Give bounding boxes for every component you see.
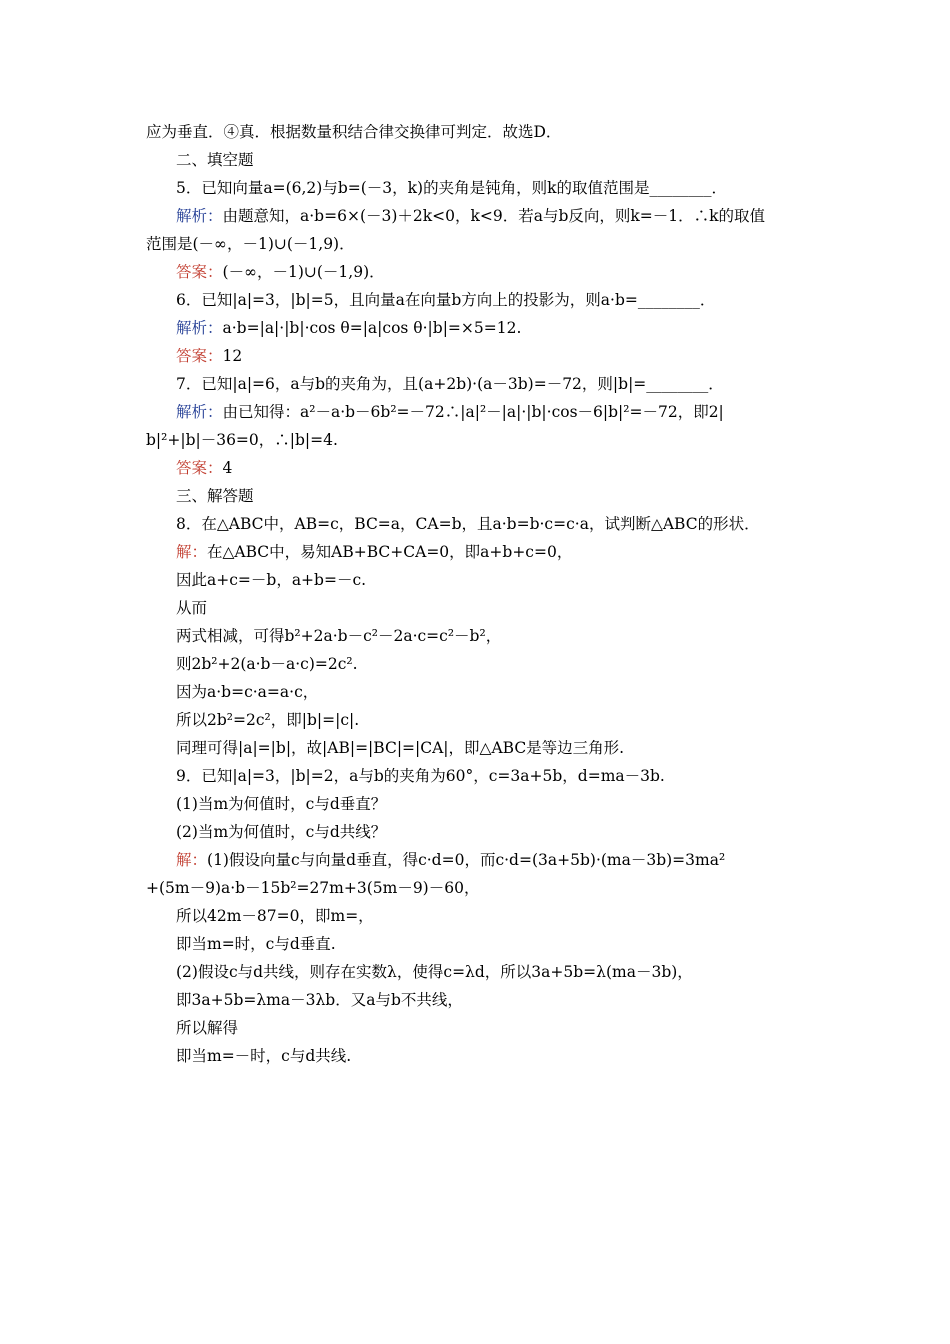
text-line: b|²+|b|－36=0，∴|b|=4. <box>146 431 338 449</box>
text-line: 范围是(－∞，－1)∪(－1,9)． <box>146 235 355 253</box>
section-heading: 二、填空题 <box>176 151 254 169</box>
text-line: 从而 <box>176 599 208 617</box>
answer-line: 答案：12 <box>176 347 243 365</box>
sub-question: (1)当m为何值时，c与d垂直？ <box>176 795 387 813</box>
text-line: 同理可得|a|=|b|，故|AB|=|BC|=|CA|，即△ABC是等边三角形. <box>176 739 625 757</box>
analysis-label: 解析： <box>176 207 223 225</box>
text-line: +(5m－9)a·b－15b²=27m+3(5m－9)－60， <box>146 879 480 897</box>
text-line: 两式相减，可得b²+2a·b－c²－2a·c=c²－b²， <box>176 627 502 645</box>
question-9: 9．已知|a|=3，|b|=2，a与b的夹角为60°，c=3a+5b，d=ma－3b. <box>176 767 665 785</box>
text-line: (2)假设c与d共线，则存在实数λ，使得c=λd，所以3a+5b=λ(ma－3b)， <box>176 963 693 981</box>
solution-line: 解：(1)假设向量c与向量d垂直，得c·d=0，而c·d=(3a+5b)·(ma－3b)=3ma² <box>176 851 726 869</box>
analysis-label: 解析： <box>176 403 223 421</box>
analysis-line: 解析：由已知得：a²－a·b－6b²=－72∴|a|²－|a|·|b|·cos－6|b|²=－72，即2| <box>176 403 724 421</box>
text-line: 因此a+c=－b，a+b=－c. <box>176 571 367 589</box>
section-heading: 三、解答题 <box>176 487 254 505</box>
analysis-label: 解析： <box>176 319 223 337</box>
solution-label: 解： <box>176 543 208 561</box>
question-6: 6．已知|a|=3，|b|=5，且向量a在向量b方向上的投影为，则a·b=________． <box>176 291 716 309</box>
analysis-line: 解析：由题意知，a·b=6×(－3)＋2k<0，k<9．若a与b反向，则k=－1．∴k的取值 <box>176 207 766 225</box>
solution-label: 解： <box>176 851 208 869</box>
text-line: 所以42m－87=0，即m=， <box>176 907 374 925</box>
question-8: 8．在△ABC中，AB=c，BC=a，CA=b，且a·b=b·c=c·a，试判断△ABC的形状． <box>176 515 760 533</box>
answer-label: 答案： <box>176 459 223 477</box>
analysis-line: 解析：a·b=|a|·|b|·cos θ=|a|cos θ·|b|=×5=12. <box>176 319 522 337</box>
answer-line: 答案：4 <box>176 459 233 477</box>
answer-line: 答案：(－∞，－1)∪(－1,9)． <box>176 263 385 281</box>
text-line: 即当m=－时，c与d共线. <box>176 1047 352 1065</box>
text-line: 所以解得 <box>176 1019 239 1037</box>
text-line: 即3a+5b=λma－3λb．又a与b不共线， <box>176 991 463 1009</box>
sub-question: (2)当m为何值时，c与d共线？ <box>176 823 387 841</box>
question-7: 7．已知|a|=6，a与b的夹角为，且(a+2b)·(a－3b)=－72，则|b|=________． <box>176 375 724 393</box>
solution-line: 解：在△ABC中，易知AB+BC+CA=0，即a+b+c=0， <box>176 543 573 561</box>
text-line: 则2b²+2(a·b－a·c)=2c². <box>176 655 358 673</box>
question-5: 5．已知向量a=(6,2)与b=(－3，k)的夹角是钝角，则k的取值范围是________． <box>176 179 727 197</box>
answer-label: 答案： <box>176 263 223 281</box>
text-line: 因为a·b=c·a=a·c， <box>176 683 319 701</box>
text-line: 所以2b²=2c²，即|b|=|c|. <box>176 711 360 729</box>
answer-label: 答案： <box>176 347 223 365</box>
text-line: 即当m=时，c与d垂直. <box>176 935 336 953</box>
text-line: 应为垂直．④真．根据数量积结合律交换律可判定．故选D． <box>146 123 562 141</box>
